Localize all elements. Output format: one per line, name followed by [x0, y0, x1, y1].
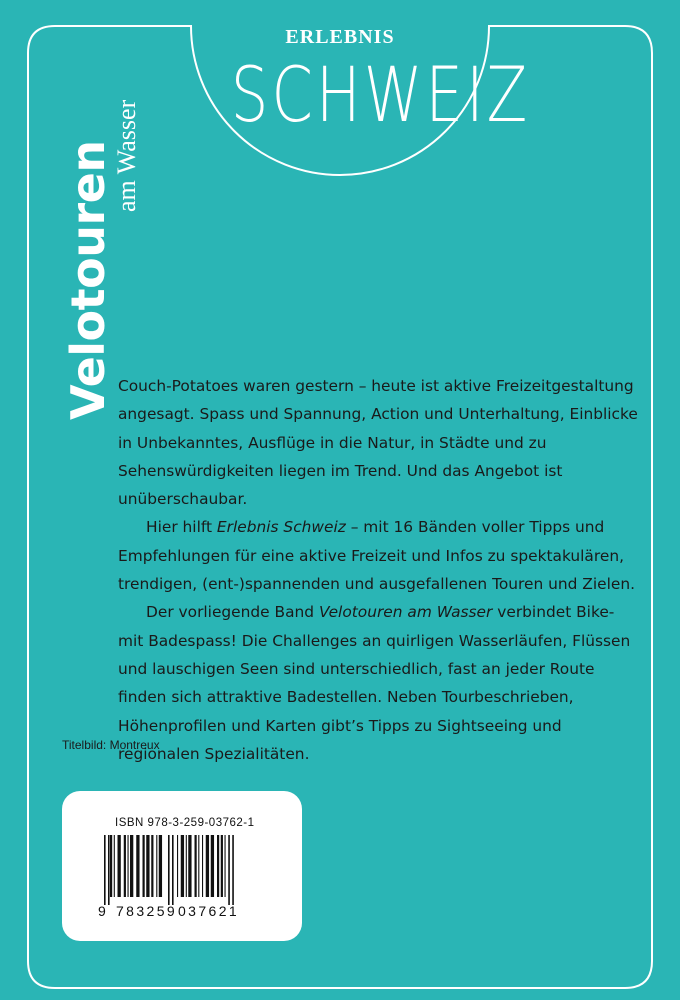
barcode-bar — [232, 835, 234, 905]
ean-first-digit: 9 — [98, 903, 106, 919]
barcode-bar — [143, 835, 145, 897]
barcode-bar — [172, 835, 174, 905]
barcode-bar — [110, 835, 112, 897]
barcode-bar — [188, 835, 191, 897]
barcode-bar — [221, 835, 223, 897]
cover-photo-credit: Titelbild: Montreux — [62, 738, 160, 752]
barcode-bar — [228, 835, 230, 905]
barcode-bar — [186, 835, 187, 897]
barcode-bar — [217, 835, 219, 897]
blurb-paragraph-2 — [118, 513, 638, 598]
barcode-bars — [102, 835, 262, 905]
barcode-bar — [156, 835, 157, 897]
blurb — [118, 372, 638, 768]
barcode-bar — [195, 835, 197, 897]
barcode-bar — [211, 835, 214, 897]
barcode-bar — [177, 835, 178, 897]
barcode-bar — [108, 835, 110, 905]
barcode-bar — [146, 835, 149, 897]
barcode-panel — [62, 791, 302, 941]
p2-text-b: – mit 16 Bänden voller Tipps und Empfehlungen für eine aktive Freizeit und Infos zu spektakulären, trendigen, (ent-)spannenden und ausgefallenen Touren und Zielen. — [118, 518, 635, 594]
barcode-bar — [124, 835, 126, 897]
barcode-bar — [104, 835, 106, 905]
series-logo: SCHWEIZ — [230, 50, 531, 139]
p3-text-b: verbindet Bike- mit Badespass! Die Challenges an quirligen Wasserläufen, Flüssen und lauschigen Seen sind unterschiedlich, fast an jeder Route finden sich attraktive Badestellen. Neben Tourbeschrieben, Höhenprofilen und Karten gibt’s Tipps zu Sightseeing und regionalen Spezialitäten. — [118, 603, 631, 763]
isbn-label: ISBN 978-3-259-03762-1 — [115, 817, 255, 829]
p2-series-name: Erlebnis Schweiz — [216, 518, 346, 537]
barcode-bar — [202, 835, 203, 897]
barcode-bar — [181, 835, 184, 897]
title-sub: am Wasser — [112, 99, 141, 212]
barcode-bar — [118, 835, 121, 897]
ean-digits-left: 783259 — [116, 903, 178, 919]
p3-text-a: Der vorliegende Band — [146, 603, 319, 622]
blurb-paragraph-1: Couch-Potatoes waren gestern – heute ist aktive Freizeitgestaltung angesagt. Spass und Spannung, Action und Unterhaltung, Einblicke in Unbekanntes, Ausflüge in die Natur, in Städte und zu Sehenswürdigkeiten liegen im Trend. Und das Angebot ist unüberschaubar. — [118, 377, 638, 509]
blurb-paragraph-3 — [118, 598, 638, 768]
barcode-bar — [206, 835, 209, 897]
p3-book-name: Velotouren am Wasser — [318, 603, 493, 622]
p2-text-a: Hier hilft — [146, 518, 217, 537]
ean-digits-right: 037621 — [178, 903, 240, 919]
barcode-bar — [168, 835, 170, 905]
barcode-bar — [225, 835, 226, 897]
series-label-top: ERLEBNIS — [285, 26, 395, 48]
barcode-bar — [198, 835, 199, 897]
barcode-bar — [159, 835, 162, 897]
title-main: Velotouren — [61, 140, 115, 420]
barcode-bar — [151, 835, 153, 897]
barcode-bar — [130, 835, 133, 897]
barcode-bar — [128, 835, 129, 897]
barcode-bar — [136, 835, 139, 897]
barcode-bar — [114, 835, 115, 897]
